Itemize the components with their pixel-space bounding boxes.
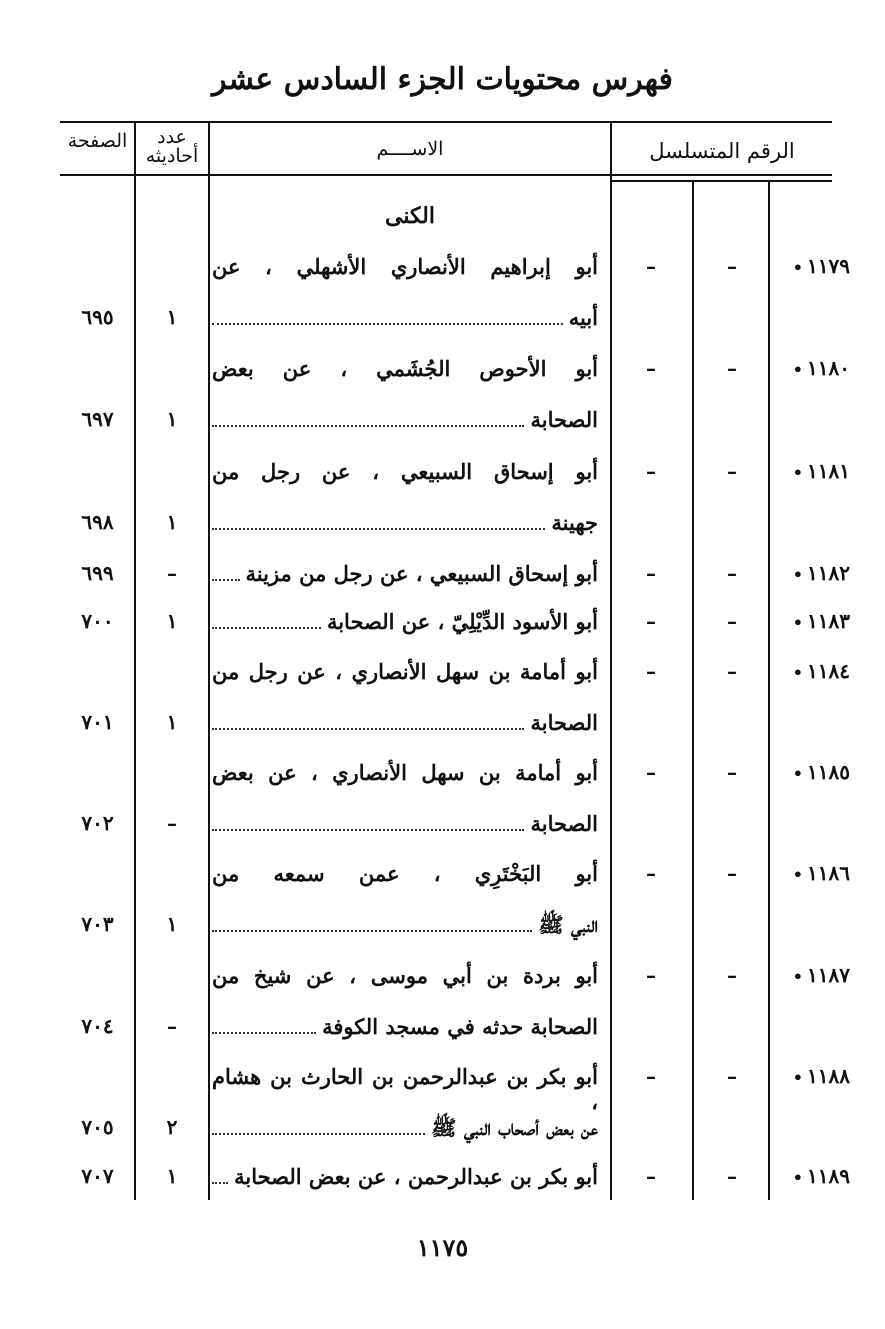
entry-name-line2 xyxy=(212,609,598,634)
serial-number-text: ١١٨٣ xyxy=(807,609,850,633)
serial-number-text: ١١٨٧ xyxy=(807,963,850,987)
serial-number xyxy=(772,963,850,987)
serial-sub-dash: – xyxy=(727,1164,737,1188)
page-reference: ٦٩٨ xyxy=(81,510,114,534)
serial-number-text: ١١٨١ xyxy=(807,459,850,483)
page-reference: ٦٩٧ xyxy=(81,407,114,431)
page-reference: ٦٩٩ xyxy=(81,561,114,585)
leader-dots xyxy=(212,425,524,427)
page-reference: ٧٠٤ xyxy=(81,1014,114,1038)
entry-name-text: أبو بكر بن عبدالرحمن ، عن بعض الصحابة xyxy=(234,1164,598,1189)
serial-number xyxy=(772,254,850,278)
serial-number-text: ١١٨٠ xyxy=(807,356,850,380)
serial-sub-rule xyxy=(612,180,832,182)
page-reference: ٧٠٠ xyxy=(81,609,114,633)
serial-sub-dash: – xyxy=(727,963,737,987)
entry-name-text: جهينة xyxy=(551,510,598,535)
leader-dots xyxy=(212,1182,228,1184)
serial-number-text: ١١٨٦ xyxy=(807,861,850,885)
entry-name-line2 xyxy=(212,1014,598,1039)
page-reference: ٧٠٧ xyxy=(81,1164,114,1188)
serial-sub-dash: – xyxy=(646,659,656,683)
bullet-mark: • xyxy=(792,1168,804,1187)
serial-sub-dash: – xyxy=(646,561,656,585)
serial-sub-dash: – xyxy=(727,459,737,483)
bullet-mark: • xyxy=(792,613,804,632)
bullet-mark: • xyxy=(792,258,804,277)
serial-number-text: ١١٧٩ xyxy=(807,254,850,278)
entry-name-line2 xyxy=(212,561,598,586)
entry-name-text: الصحابة xyxy=(530,710,598,735)
entry-name-text: النبي ﷺ xyxy=(538,912,598,937)
entry-name-text: أبيه xyxy=(568,305,598,330)
entry-name-line2 xyxy=(212,510,598,535)
column-divider-page xyxy=(134,121,136,1200)
entry-name-line1: أبو بردة بن أبي موسى ، عن شيخ من xyxy=(212,963,598,988)
serial-sub-dash: – xyxy=(727,356,737,380)
bullet-mark: • xyxy=(792,565,804,584)
serial-sub-dash: – xyxy=(727,561,737,585)
column-divider-serial-2 xyxy=(768,181,770,1200)
serial-sub-dash: – xyxy=(646,760,656,784)
leader-dots xyxy=(212,728,524,730)
section-title: الكنى xyxy=(385,203,435,229)
hadith-count: ١ xyxy=(166,609,178,633)
serial-number xyxy=(772,659,850,683)
leader-dots xyxy=(212,1133,425,1135)
serial-sub-dash: – xyxy=(646,1164,656,1188)
entry-name-line1: أبو إبراهيم الأنصاري الأشهلي ، عن xyxy=(212,254,598,279)
serial-number-text: ١١٨٨ xyxy=(807,1064,850,1088)
header-count-line2: أحاديثه xyxy=(145,145,199,167)
serial-sub-dash: – xyxy=(727,861,737,885)
entry-name-text: الصحابة xyxy=(530,811,598,836)
entry-name-line2 xyxy=(212,710,598,735)
hadith-count: ١ xyxy=(166,510,178,534)
serial-number-text: ١١٨٩ xyxy=(807,1164,850,1188)
leader-dots xyxy=(212,528,545,530)
serial-sub-dash: – xyxy=(646,963,656,987)
entry-name-line2 xyxy=(212,305,598,330)
entry-name-line1: أبو الأحوص الجُشَمي ، عن بعض xyxy=(212,356,598,381)
entry-name-line2 xyxy=(212,811,598,836)
hadith-count: ١ xyxy=(166,1164,178,1188)
page-title: فهرس محتويات الجزء السادس عشر xyxy=(212,62,673,97)
serial-sub-dash: – xyxy=(727,609,737,633)
bullet-mark: • xyxy=(792,463,804,482)
bullet-mark: • xyxy=(792,865,804,884)
serial-sub-dash: – xyxy=(646,254,656,278)
bullet-mark: • xyxy=(792,967,804,986)
header-bottom-rule xyxy=(60,174,832,176)
serial-sub-dash: – xyxy=(646,356,656,380)
column-divider-serial-1 xyxy=(692,181,694,1200)
serial-sub-dash: – xyxy=(646,1064,656,1088)
hadith-count: – xyxy=(167,561,177,585)
serial-number xyxy=(772,356,850,380)
serial-sub-dash: – xyxy=(727,659,737,683)
entry-name-line2 xyxy=(212,1115,598,1146)
header-page: الصفحة xyxy=(67,130,128,152)
entry-name-line2 xyxy=(212,1164,598,1189)
column-divider-name xyxy=(610,121,612,1200)
entry-name-text: أبو إسحاق السبيعي ، عن رجل من مزينة xyxy=(245,561,598,586)
serial-sub-dash: – xyxy=(727,254,737,278)
serial-number xyxy=(772,861,850,885)
column-divider-count xyxy=(208,121,210,1200)
serial-sub-dash: – xyxy=(646,861,656,885)
page-reference: ٧٠٣ xyxy=(81,912,114,936)
entry-name-line1: أبو البَخْتَرِي ، عمن سمعه من xyxy=(212,861,598,886)
entry-name-line2 xyxy=(212,407,598,432)
serial-sub-dash: – xyxy=(727,760,737,784)
page-reference: ٧٠٢ xyxy=(81,811,114,835)
table-top-rule xyxy=(60,121,832,123)
serial-number xyxy=(772,1064,850,1088)
hadith-count: ٢ xyxy=(166,1115,178,1139)
serial-sub-dash: – xyxy=(727,1064,737,1088)
leader-dots xyxy=(212,829,524,831)
serial-sub-dash: – xyxy=(646,609,656,633)
entry-name-line1: أبو أمامة بن سهل الأنصاري ، عن رجل من xyxy=(212,659,598,684)
serial-sub-dash: – xyxy=(646,459,656,483)
serial-number xyxy=(772,1164,850,1188)
entry-name-line1: أبو أمامة بن سهل الأنصاري ، عن بعض xyxy=(212,760,598,785)
hadith-count: ١ xyxy=(166,710,178,734)
header-count-line1: عدد xyxy=(157,126,187,148)
hadith-count: – xyxy=(167,811,177,835)
header-name: الاســــم xyxy=(376,138,444,160)
bullet-mark: • xyxy=(792,764,804,783)
hadith-count: ١ xyxy=(166,305,178,329)
header-count xyxy=(136,128,208,166)
page-reference: ٧٠٥ xyxy=(81,1115,114,1139)
page-reference: ٦٩٥ xyxy=(81,305,114,329)
leader-dots xyxy=(212,627,321,629)
serial-number xyxy=(772,760,850,784)
leader-dots xyxy=(212,579,240,581)
bullet-mark: • xyxy=(792,1068,804,1087)
bullet-mark: • xyxy=(792,663,804,682)
entry-name-text: الصحابة حدثه في مسجد الكوفة xyxy=(322,1014,598,1039)
entry-name-text: أبو الأسود الدِّيْلِيّ ، عن الصحابة xyxy=(326,609,598,634)
hadith-count: ١ xyxy=(166,912,178,936)
page-reference: ٧٠١ xyxy=(81,710,114,734)
serial-number xyxy=(772,459,850,483)
entry-name-text: الصحابة xyxy=(530,407,598,432)
leader-dots xyxy=(212,323,563,325)
entry-name-text: عن بعض أصحاب النبي ﷺ xyxy=(431,1115,598,1140)
leader-dots xyxy=(212,1032,316,1034)
hadith-count: – xyxy=(167,1014,177,1038)
entry-name-line1: أبو بكر بن عبدالرحمن بن الحارث بن هشام ، xyxy=(212,1064,598,1114)
entry-name-line2 xyxy=(212,912,598,943)
serial-number-text: ١١٨٢ xyxy=(807,561,850,585)
header-serial: الرقم المتسلسل xyxy=(649,139,795,163)
leader-dots xyxy=(212,930,532,932)
bullet-mark: • xyxy=(792,360,804,379)
serial-number xyxy=(772,561,850,585)
serial-number xyxy=(772,609,850,633)
serial-number-text: ١١٨٥ xyxy=(807,760,850,784)
page-number: ١١٧٥ xyxy=(416,1233,469,1262)
hadith-count: ١ xyxy=(166,407,178,431)
entry-name-line1: أبو إسحاق السبيعي ، عن رجل من xyxy=(212,459,598,484)
serial-number-text: ١١٨٤ xyxy=(807,659,850,683)
